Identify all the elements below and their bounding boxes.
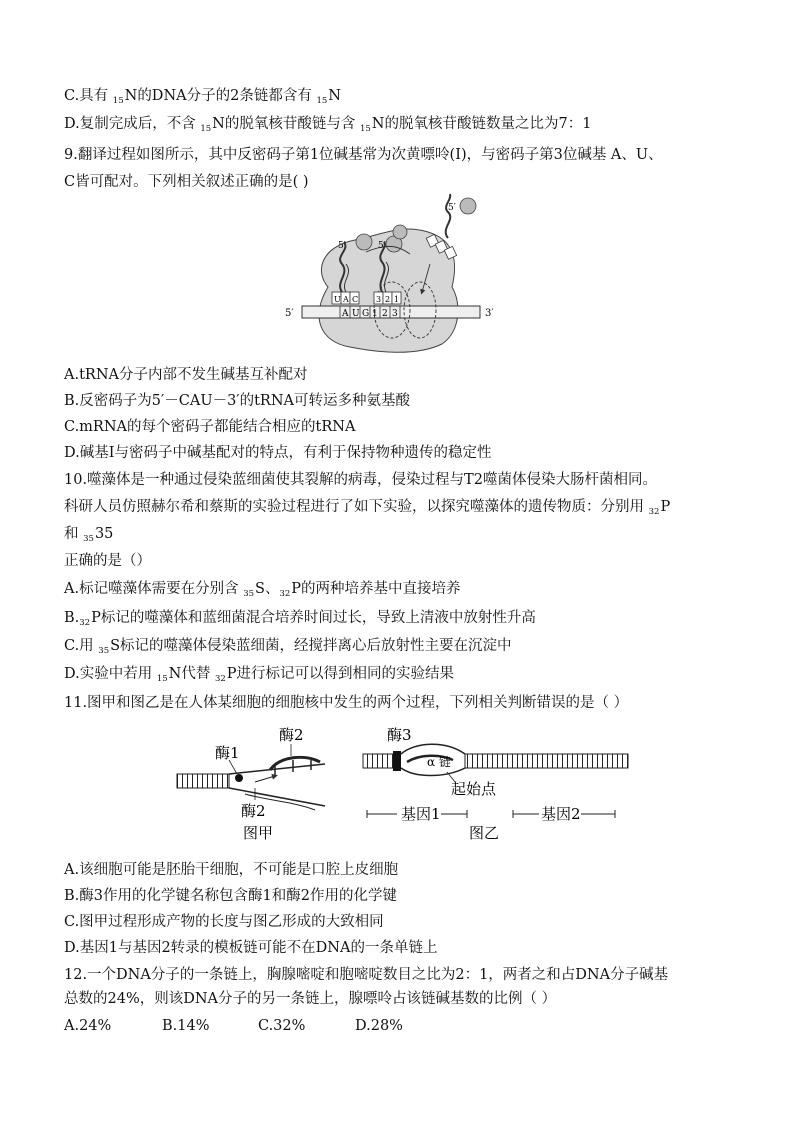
alpha-chain-label: α 链 <box>427 755 451 769</box>
enzyme3-label: 酶3 <box>387 726 412 744</box>
q11-option-b: B.酶3作用的化学键名称包含酶1和酶2作用的化学键 <box>64 888 397 904</box>
origin-label: 起始点 <box>451 780 497 798</box>
q10-stem-line1: 10.噬藻体是一种通过侵染蓝细菌使其裂解的病毒，侵染过程与T2噬菌体侵染大肠杆菌相同。 <box>64 472 657 488</box>
q8-option-c: C.具有 $_{15}$N的DNA分子的2条链都含有 $_{15}$N <box>64 88 341 106</box>
replication-transcription-figure <box>175 718 630 848</box>
anticodon-base-3: C <box>352 295 359 304</box>
anticodon-num-3: 3 <box>376 295 382 304</box>
caption-yi: 图乙 <box>469 824 500 842</box>
codon-num-1: 1 <box>372 309 378 319</box>
enzyme2-top-label: 酶2 <box>279 726 304 744</box>
q12-option-c: C.32% <box>258 1018 306 1034</box>
anticodon-num-2: 2 <box>385 295 391 304</box>
codon-base-2: U <box>352 309 360 319</box>
q10-stem-line2: 科研人员仿照赫尔希和蔡斯的实验过程进行了如下实验，以探究噬藻体的遗传物质：分别用 $_{32}$P <box>64 499 671 517</box>
trna-5-end-label: 5′ <box>448 203 456 213</box>
q11-stem: 11.图甲和图乙是在人体某细胞的细胞核中发生的两个过程，下列相关判断错误的是（ ） <box>64 695 629 711</box>
q9-stem-line2: C皆可配对。下列相关叙述正确的是( ) <box>64 174 309 190</box>
q10-option-d: D.实验中若用 $_{15}$N代替 $_{32}$P进行标记可以得到相同的实验结果 <box>64 666 455 684</box>
caption-jia: 图甲 <box>243 824 274 842</box>
q12-option-b: B.14% <box>162 1018 210 1034</box>
q9-stem-line1: 9.翻译过程如图所示，其中反密码子第1位碱基常为次黄嘌呤(I)，与密码子第3位碱基 A、U、 <box>64 147 663 163</box>
q9-option-d: D.碱基I与密码子中碱基配对的特点，有利于保持物种遗传的稳定性 <box>64 445 492 461</box>
enzyme1-label: 酶1 <box>215 744 240 762</box>
enzyme2-bottom-label: 酶2 <box>241 802 266 820</box>
codon-base-3: G <box>362 309 370 319</box>
q9-option-a: A.tRNA分子内部不发生碱基互补配对 <box>64 367 308 383</box>
svg-text:5′: 5′ <box>338 241 346 251</box>
q12-stem-line2: 总数的24%，则该DNA分子的另一条链上，腺嘌呤占该链碱基数的比例（ ） <box>64 991 557 1007</box>
figure-jia <box>177 726 325 842</box>
anticodon-base-2: A <box>343 295 349 304</box>
q10-stem-line4: 正确的是（） <box>64 553 151 569</box>
q10-option-a: A.标记噬藻体需要在分别含 $_{35}$S、$_{32}$P的两种培养基中直接培养 <box>64 581 461 599</box>
q10-option-b: $B._{32}P$标记的噬藻体和蓝细菌混合培养时间过长，导致上清液中放射性升高 <box>64 610 536 628</box>
codon-base-1: A <box>342 309 349 319</box>
q12-option-a: A.24% <box>64 1018 112 1034</box>
trna-right <box>446 194 451 238</box>
q9-option-b: B.反密码子为5′－CAU－3′的tRNA可转运多种氨基酸 <box>64 393 410 409</box>
q10-option-c: C.用 $_{35}$S标记的噬藻体侵染蓝细菌，经搅拌离心后放射性主要在沉淀中 <box>64 638 512 656</box>
codon-num-3: 3 <box>392 309 398 319</box>
anticodon-base-1: U <box>334 295 341 304</box>
translation-figure <box>280 192 520 362</box>
q12-option-d: D.28% <box>355 1018 403 1034</box>
q10-stem-line3: 和 $_{35}$35 <box>64 526 114 544</box>
q8-option-d: D.复制完成后，不含 $_{15}$N的脱氧核苷酸链与含 $_{15}$N的脱氧核苷酸链数量之比为7：1 <box>64 116 592 134</box>
q11-option-c: C.图甲过程形成产物的长度与图乙形成的大致相同 <box>64 914 384 930</box>
anticodon-num-1: 1 <box>394 295 400 304</box>
gene1-label: 基因1 <box>401 805 441 823</box>
codon-num-2: 2 <box>382 309 388 319</box>
q11-option-d: D.基因1与基因2转录的模板链可能不在DNA的一条单链上 <box>64 940 438 956</box>
mrna-strip <box>302 306 480 318</box>
enzyme1-dot <box>235 774 243 782</box>
figure-yi <box>363 726 628 842</box>
mrna-3-end-label: 3′ <box>485 308 494 319</box>
q12-stem-line1: 12.一个DNA分子的一条链上，胸腺嘧啶和胞嘧啶数目之比为2：1，两者之和占DNA分子碱基 <box>64 967 669 983</box>
q9-option-c: C.mRNA的每个密码子都能结合相应的tRNA <box>64 419 356 435</box>
gene2-label: 基因2 <box>541 805 581 823</box>
svg-text:5′: 5′ <box>378 241 386 251</box>
mrna-5-end-label: 5′ <box>285 308 294 319</box>
q11-option-a: A.该细胞可能是胚胎干细胞，不可能是口腔上皮细胞 <box>64 862 399 878</box>
